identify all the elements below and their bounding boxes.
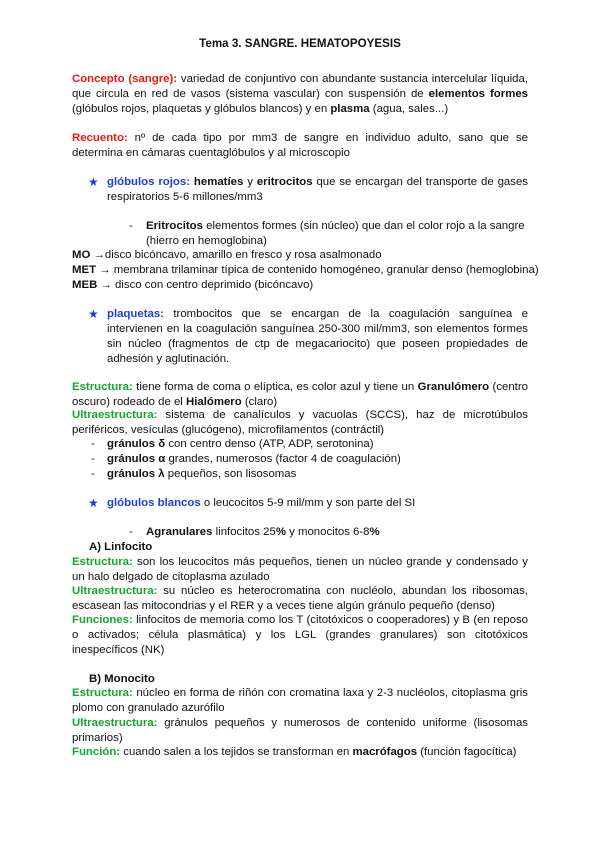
estructura-text: son los leucocitos más pequeños, tienen un núcleo grande y condensado y un halo delgado de citoplasma azulado xyxy=(72,556,528,583)
agranulares-line xyxy=(146,525,528,540)
monocito-estructura-paragraph xyxy=(72,686,528,716)
granulomero-bold: Granulómero xyxy=(417,381,490,393)
granulo-lambda-text: pequeños, son lisosomas xyxy=(164,468,297,480)
granulo-delta-text: con centro denso (ATP, ADP, serotonina) xyxy=(165,438,374,450)
granulo-alfa-text: grandes, numerosos (factor 4 de coagulación) xyxy=(165,453,401,465)
linfocito-funciones-paragraph xyxy=(72,613,528,658)
star-bullet-icon: ★ xyxy=(88,175,99,189)
estructura-text-1: tiene forma de coma o elíptica, es color azul y tiene un xyxy=(132,381,418,393)
mo-text: →disco bicóncavo, amarillo en fresco y rosa asalmonado xyxy=(90,249,382,261)
ultraestructura-label: Ultraestructura: xyxy=(72,409,158,421)
rojos-text-2: que se encargan del transporte de gases respiratorios 5-6 millones/mm3 xyxy=(107,176,528,203)
plaquetas-label: plaquetas: xyxy=(107,308,164,320)
funciones-label: Funciones: xyxy=(72,614,133,626)
blancos-paragraph xyxy=(107,496,415,511)
recuento-text: nº de cada tipo por mm3 de sangre en individuo adulto, sano que se determina en cámaras cuentaglóbulos y al microscopio xyxy=(72,132,528,159)
concepto-paragraph xyxy=(72,72,528,117)
funcion-label: Función: xyxy=(72,746,121,758)
estructura-label: Estructura: xyxy=(72,556,133,568)
meb-text: → disco con centro deprimido (bicóncavo) xyxy=(97,279,314,291)
concepto-bold-plasma: plasma xyxy=(330,103,370,115)
ultraestructura-label: Ultraestructura: xyxy=(72,585,158,597)
rojos-bold-hematies: hematíes xyxy=(190,176,244,188)
concepto-text: variedad de conjuntivo con abundante sustancia intercelular líquida, que circula en red de vasos (sistema vascular) con suspensión de xyxy=(72,73,529,100)
granulo-lambda-bold: gránulos λ xyxy=(107,468,165,480)
list-item xyxy=(107,467,296,482)
list-item xyxy=(107,452,401,467)
met-text: → membrana trilaminar típica de contenido homogéneo, granular denso (hemoglobina) xyxy=(96,264,539,276)
estructura-label: Estructura: xyxy=(72,687,133,699)
recuento-label: Recuento: xyxy=(72,132,128,144)
dash-bullet: - xyxy=(129,220,133,232)
rojos-text-1: y xyxy=(243,176,257,188)
monocito-heading: B) Monocito xyxy=(89,673,155,685)
percent-bold: % xyxy=(369,526,380,538)
star-bullet-icon: ★ xyxy=(88,496,99,510)
dash-bullet: - xyxy=(91,453,95,465)
meb-line xyxy=(72,278,313,293)
estructura-text-3: (claro) xyxy=(241,396,278,408)
estructura-text-2: (centro oscuro) rodeado de el xyxy=(72,381,528,408)
concepto-bold-elementos: elementos formes xyxy=(428,88,528,100)
agranulares-bold: Agranulares xyxy=(146,526,213,538)
macrofagos-bold: macrófagos xyxy=(352,746,418,758)
estructura-label: Estructura: xyxy=(72,381,133,393)
met-label: MET xyxy=(72,264,97,276)
mo-line xyxy=(72,248,382,263)
ultraestructura-text: gránulos pequeños y numerosos de contenido uniforme (lisosomas primarios) xyxy=(72,717,528,744)
mo-label: MO xyxy=(72,249,91,261)
rojos-paragraph xyxy=(107,175,528,205)
met-line xyxy=(72,263,539,278)
blancos-text: o leucocitos 5-9 mil/mm y son parte del SI xyxy=(200,497,416,509)
concepto-text-2: (glóbulos rojos, plaquetas y glóbulos blancos) y en xyxy=(72,103,331,115)
linfocito-ultraestructura-paragraph xyxy=(72,584,528,614)
monocito-ultraestructura-paragraph xyxy=(72,716,528,746)
eritrocitos-text: elementos formes (sin núcleo) que dan el color rojo a la sangre (hierro en hemoglobina) xyxy=(146,220,525,247)
monocito-funcion-paragraph xyxy=(72,745,528,760)
rojos-bold-eritrocitos: eritrocitos xyxy=(256,176,313,188)
granulo-delta-bold: gránulos δ xyxy=(107,438,166,450)
funcion-text-2: (función fagocítica) xyxy=(417,746,517,758)
agranulares-text: linfocitos 25 xyxy=(212,526,276,538)
linfocito-heading: A) Linfocito xyxy=(89,541,153,553)
eritrocitos-bold: Eritrocitos xyxy=(146,220,203,232)
meb-label: MEB xyxy=(72,279,98,291)
hialomero-bold: Hialómero xyxy=(185,396,242,408)
linfocito-estructura-paragraph xyxy=(72,555,528,585)
star-bullet-icon: ★ xyxy=(88,307,99,321)
concepto-text-3: (agua, sales...) xyxy=(369,103,449,115)
recuento-paragraph xyxy=(72,131,528,161)
rojos-label: glóbulos rojos: xyxy=(107,176,191,188)
concepto-label: Concepto (sangre): xyxy=(72,73,178,85)
page-title: Tema 3. SANGRE. HEMATOPOYESIS xyxy=(199,37,401,50)
dash-bullet: - xyxy=(91,468,95,480)
plaquetas-ultraestructura-paragraph xyxy=(72,408,528,438)
dash-bullet: - xyxy=(129,526,133,538)
percent-bold: % xyxy=(275,526,286,538)
plaquetas-paragraph xyxy=(107,307,528,367)
dash-bullet: - xyxy=(91,438,95,450)
blancos-label: glóbulos blancos xyxy=(107,497,201,509)
estructura-text: núcleo en forma de riñón con cromatina laxa y 2-3 nucléolos, citoplasma gris plomo con granulado azurófilo xyxy=(72,687,528,714)
plaquetas-estructura-paragraph xyxy=(72,380,528,410)
plaquetas-text: trombocitos que se encargan de la coagulación sanguínea e intervienen en la coagulación sanguínea 250-300 mil/mm3, son elementos formes sin núcleo (fragmentos de ctp de megacariocito) que poseen propiedades de adhesión y aglutinación. xyxy=(107,308,528,365)
ultraestructura-text: sistema de canalículos y vacuolas (SCCS), haz de microtúbulos periféricos, vesículas (glucógeno), microfilamentos (contráctil) xyxy=(72,409,528,436)
funciones-text: linfocitos de memoria como los T (citotóxicos o cooperadores) y B (en reposo o activados; célula plasmática) y los LGL (grandes granulares) son citotóxicos inespecíficos (NK) xyxy=(72,614,528,656)
ultraestructura-text: su núcleo es heterocromatina con nucléolo, abundan los ribosomas, escasean las mitocondrias y el RER y a veces tiene algún gránulo pequeño (denso) xyxy=(72,585,528,612)
funcion-text-1: cuando salen a los tejidos se transforman en xyxy=(120,746,353,758)
ultraestructura-label: Ultraestructura: xyxy=(72,717,158,729)
agranulares-text-2: y monocitos 6-8 xyxy=(285,526,370,538)
list-item xyxy=(107,437,374,452)
granulo-alfa-bold: gránulos α xyxy=(107,453,166,465)
eritrocitos-paragraph xyxy=(146,219,528,249)
